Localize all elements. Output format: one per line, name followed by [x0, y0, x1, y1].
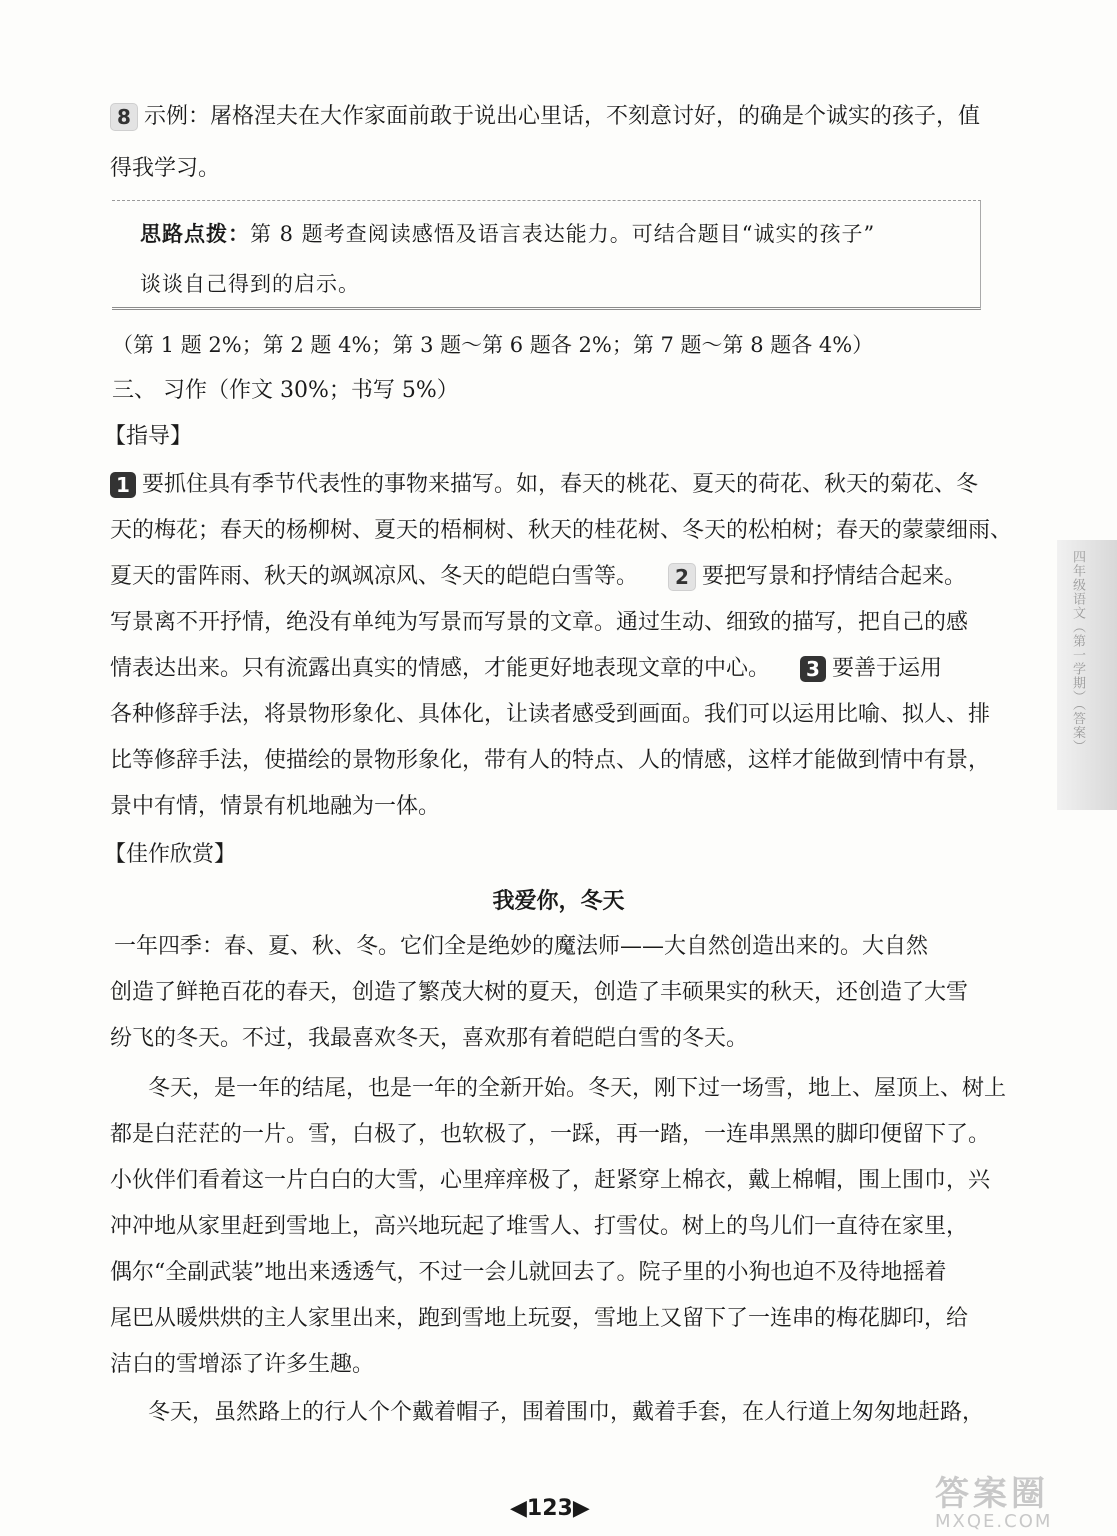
- guide-text-3b: 要把写景和抒情结合起来。: [702, 564, 967, 589]
- essay-p2-line-1: 冬天，是一年的结尾，也是一年的全新开始。冬天，刚下过一场雪，地上、屋顶上、树上: [148, 1076, 1007, 1101]
- guide-line-8: 景中有情，情景有机地融为一体。: [110, 794, 441, 819]
- essay-p2-line-2: 都是白茫茫的一片。雪，白极了，也软极了，一踩，再一踏，一连串黑黑的脚印便留下了。: [110, 1122, 991, 1147]
- watermark-line-1: 答案圈: [935, 1474, 1049, 1514]
- essay-p2-line-7: 洁白的雪增添了许多生趣。: [110, 1352, 375, 1377]
- essay-p2-line-3: 小伙伴们看着这一片白白的大雪，心里痒痒极了，赶紧穿上棉衣，戴上棉帽，围上围巾，兴: [110, 1168, 991, 1193]
- q8-text-1: 示例：屠格涅夫在大作家面前敢于说出心里话，不刻意讨好，的确是个诚实的孩子，值: [144, 104, 981, 129]
- essay-p2-line-6: 尾巴从暖烘烘的主人家里出来，跑到雪地上玩耍，雪地上又留下了一连串的梅花脚印，给: [110, 1306, 969, 1331]
- hint-label: 思路点拨：: [140, 221, 250, 246]
- guide-line-7: 比等修辞手法，使描绘的景物形象化，带有人的特点、人的情感，这样才能做到情中有景，: [110, 748, 991, 773]
- guide-line-3: [110, 562, 966, 592]
- hint-text-1: 第 8 题考查阅读感悟及语言表达能力。可结合题目“诚实的孩子”: [250, 222, 876, 246]
- guide-line-5: [110, 654, 942, 684]
- essay-p2-line-4: 冲冲地从家里赶到雪地上，高兴地玩起了堆雪人、打雪仗。树上的鸟儿们一直待在家里，: [110, 1214, 969, 1239]
- essay-p2-line-5: 偶尔“全副武装”地出来透透气，不过一会儿就回去了。院子里的小狗也迫不及待地摇着: [110, 1260, 947, 1285]
- guide-heading: 【指导】: [104, 424, 193, 449]
- guide-number-2: 2: [668, 563, 696, 591]
- q8-line-1: [110, 102, 980, 132]
- essay-title: 我爱你，冬天: [492, 888, 625, 914]
- section-3-heading: 三、 习作（作文 30%；书写 5%）: [112, 378, 459, 403]
- guide-text-5a: 情表达出来。只有流露出真实的情感，才能更好地表现文章的中心。: [110, 656, 771, 681]
- question-number-badge: 8: [110, 103, 138, 131]
- guide-text-5b: 要善于运用: [832, 656, 943, 681]
- page-number: ◀123▶: [510, 1496, 590, 1521]
- appreciation-heading: 【佳作欣赏】: [104, 842, 237, 867]
- guide-line-1: [110, 470, 978, 500]
- essay-p1-line-3: 纷飞的冬天。不过，我最喜欢冬天，喜欢那有着皑皑白雪的冬天。: [110, 1026, 749, 1051]
- guide-number-1: 1: [110, 472, 136, 498]
- guide-line-2: 天的梅花；春天的杨柳树、夏天的梧桐树、秋天的桂花树、冬天的松柏树；春天的蒙蒙细雨、: [110, 518, 1013, 543]
- guide-line-4: 写景离不开抒情，绝没有单纯为写景而写景的文章。通过生动、细致的描写，把自己的感: [110, 610, 969, 635]
- essay-p1-line-1: 一年四季：春、夏、秋、冬。它们全是绝妙的魔法师——大自然创造出来的。大自然: [114, 934, 929, 959]
- q8-line-2: 得我学习。: [110, 156, 221, 181]
- hint-line-1: [140, 218, 875, 248]
- score-breakdown: （第 1 题 2%；第 2 题 4%；第 3 题～第 6 题各 2%；第 7 题～第 8 题各 4%）: [112, 333, 874, 357]
- essay-p3-line-1: 冬天，虽然路上的行人个个戴着帽子，围着围巾，戴着手套，在人行道上匆匆地赶路，: [148, 1400, 985, 1425]
- guide-line-6: 各种修辞手法，将景物形象化、具体化，让读者感受到画面。我们可以运用比喻、拟人、排: [110, 702, 991, 727]
- side-tab-label: 四年级语文（第一学期）（答案）: [1070, 550, 1085, 754]
- guide-text-3a: 夏天的雷阵雨、秋天的飒飒凉风、冬天的皑皑白雪等。: [110, 564, 639, 589]
- guide-text-1: 要抓住具有季节代表性的事物来描写。如，春天的桃花、夏天的荷花、秋天的菊花、冬: [142, 472, 979, 497]
- guide-number-3: 3: [800, 656, 826, 682]
- watermark-logo: [935, 1466, 1105, 1532]
- side-tab-strip: [1057, 540, 1117, 810]
- essay-p1-line-2: 创造了鲜艳百花的春天，创造了繁茂大树的夏天，创造了丰硕果实的秋天，还创造了大雪: [110, 980, 969, 1005]
- watermark-line-2: MXQE.COM: [935, 1511, 1053, 1532]
- hint-line-2: 谈谈自己得到的启示。: [140, 272, 360, 296]
